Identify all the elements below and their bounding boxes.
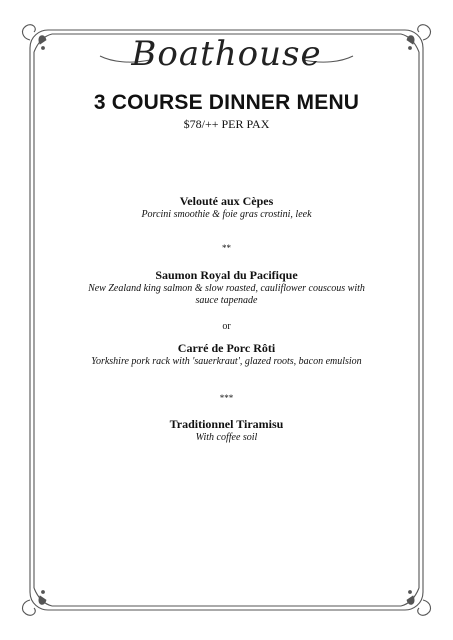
course-name: Velouté aux Cèpes (179, 194, 274, 208)
brand-logo: Boathouse (131, 34, 322, 74)
course-dessert (60, 417, 393, 444)
course-description-line-1: New Zealand king salmon & slow roasted, cauliflower couscous with (88, 283, 365, 294)
course-separator: ** (222, 243, 231, 253)
course-name: Traditionnel Tiramisu (169, 417, 284, 431)
course-separator: *** (219, 393, 234, 403)
menu-title: 3 COURSE DINNER MENU (93, 91, 360, 114)
or-divider: or (222, 321, 231, 332)
course-name: Saumon Royal du Pacifique (155, 268, 298, 282)
course-description: With coffee soil (195, 432, 258, 443)
menu-price: $78/++ PER PAX (183, 117, 270, 131)
course-description-line-2: sauce tapenade (195, 295, 258, 306)
course-starter (60, 194, 393, 221)
course-description: Porcini smoothie & foie gras crostini, leek (141, 209, 312, 220)
course-name: Carré de Porc Rôti (177, 341, 276, 355)
course-main-2 (60, 341, 393, 368)
course-description: Yorkshire pork rack with 'sauerkraut', glazed roots, bacon emulsion (91, 356, 362, 367)
course-main-1 (60, 268, 393, 307)
